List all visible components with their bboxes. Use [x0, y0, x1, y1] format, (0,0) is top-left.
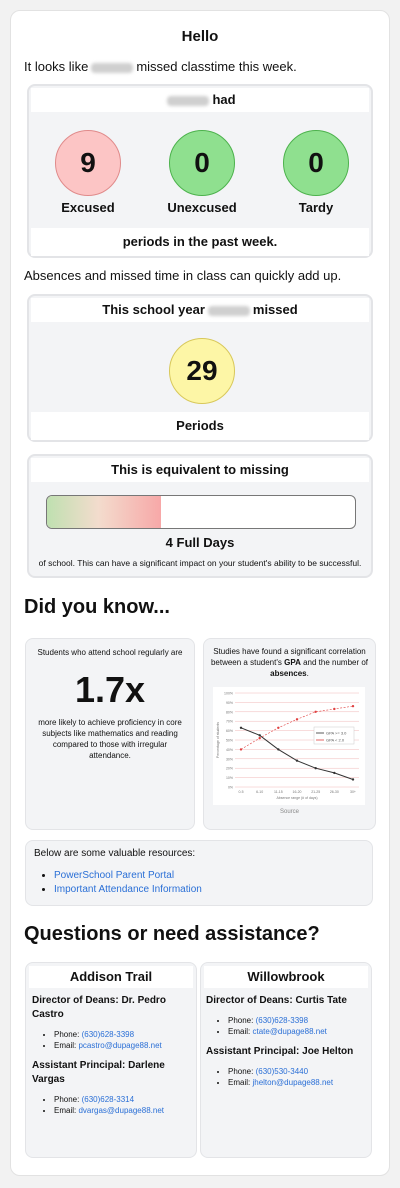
days-value: 4 Full Days	[165, 535, 235, 550]
periods-circle: 29	[169, 338, 235, 404]
year-header-before: This school year	[102, 302, 205, 317]
redacted-name	[167, 96, 209, 106]
contact-block	[206, 994, 366, 1088]
phone-link[interactable]: (630)628-3398	[81, 1030, 135, 1039]
school-name: Willowbrook	[204, 966, 368, 988]
resources-list	[38, 869, 202, 897]
fact2-gpa: GPA	[284, 658, 301, 667]
y-axis-label: Percentage of students	[216, 722, 220, 758]
fact2-absences: absences	[270, 669, 307, 678]
contact-email	[228, 1026, 366, 1037]
contact-email	[228, 1077, 366, 1088]
y-tick-label: 60%	[225, 729, 233, 734]
contact-details	[32, 1094, 190, 1116]
fact2-text-a: Studies have found a significant correlation between a student's	[210, 647, 366, 667]
data-point	[277, 727, 279, 729]
redacted-name	[91, 63, 133, 73]
data-point	[277, 748, 279, 750]
excused-circle: 9	[55, 130, 121, 196]
phone-label: Phone:	[228, 1016, 254, 1025]
contact-phone	[54, 1094, 190, 1105]
y-tick-label: 30%	[225, 757, 233, 762]
data-point	[296, 759, 298, 761]
contact-email	[54, 1040, 190, 1051]
y-tick-label: 40%	[225, 747, 233, 752]
fact-gpa-box	[203, 638, 376, 830]
weekly-box-footer: periods in the past week.	[31, 228, 369, 256]
phone-label: Phone:	[228, 1067, 254, 1076]
contact-title: Director of Deans: Curtis Tate	[206, 995, 347, 1006]
gpa-absence-chart	[213, 687, 365, 805]
school-box-willowbrook	[200, 962, 372, 1158]
school-year-box	[27, 294, 373, 442]
email-label: Email:	[54, 1106, 77, 1115]
data-point	[258, 737, 260, 739]
redacted-name	[208, 306, 250, 316]
equivalent-box	[27, 454, 373, 578]
x-tick-label: 11-15	[273, 790, 283, 794]
contact-title: Assistant Principal: Darlene Vargas	[32, 1060, 165, 1085]
y-tick-label: 80%	[225, 710, 233, 715]
phone-link[interactable]: (630)628-3314	[81, 1095, 135, 1104]
days-progress-track	[46, 495, 356, 529]
data-point	[333, 772, 335, 774]
unexcused-label: Unexcused	[167, 200, 237, 215]
contact-phone	[54, 1029, 190, 1040]
x-tick-label: 30+	[350, 790, 356, 794]
data-point	[240, 748, 242, 750]
data-point	[240, 727, 242, 729]
legend-label: GPA >= 3.0	[326, 730, 347, 736]
x-axis-label: Absence range (# of days)	[276, 796, 318, 800]
y-tick-label: 90%	[225, 700, 233, 705]
contact-email	[54, 1105, 190, 1116]
add-up-text: Absences and missed time in class can quickly add up.	[24, 268, 342, 283]
fact1-bottom: more likely to achieve proficiency in core subjects like mathematics and reading compared to those with irregular attendance.	[38, 718, 182, 760]
year-header-after: missed	[252, 302, 298, 317]
data-point	[352, 705, 354, 707]
fact1-big: 1.7x	[74, 669, 146, 710]
intro-before: It looks like	[24, 59, 89, 74]
phone-link[interactable]: (630)530-3440	[255, 1067, 309, 1076]
questions-heading: Questions or need assistance?	[24, 923, 320, 945]
email-label: Email:	[228, 1078, 251, 1087]
equivalent-header: This is equivalent to missing	[31, 458, 369, 482]
data-point	[314, 711, 316, 713]
y-tick-label: 0%	[227, 785, 233, 790]
y-tick-label: 10%	[225, 776, 233, 781]
resource-item	[54, 869, 202, 883]
fact-proficiency-box	[25, 638, 195, 830]
attendance-info-link[interactable]: Important Attendance Information	[54, 884, 202, 895]
greeting-heading: Hello	[181, 28, 219, 45]
contact-block	[32, 994, 190, 1116]
x-tick-label: 0-5	[238, 790, 244, 794]
excused-label: Excused	[61, 200, 115, 215]
impact-note: of school. This can have a significant impact on your student's ability to be successful.	[38, 558, 362, 568]
resource-item	[54, 883, 202, 897]
tardy-label: Tardy	[298, 200, 334, 215]
email-link[interactable]: pcastro@dupage88.net	[78, 1041, 162, 1050]
weekly-box-header	[31, 88, 369, 112]
email-link[interactable]: dvargas@dupage88.net	[78, 1106, 164, 1115]
phone-label: Phone:	[54, 1030, 80, 1039]
contact-title: Assistant Principal: Joe Helton	[206, 1046, 354, 1057]
x-tick-label: 16-20	[292, 790, 302, 794]
y-tick-label: 50%	[225, 738, 233, 743]
fact1-top: Students who attend school regularly are	[37, 648, 183, 657]
email-link[interactable]: ctate@dupage88.net	[252, 1027, 327, 1036]
y-tick-label: 70%	[225, 719, 233, 724]
weekly-header-text: had	[212, 92, 236, 107]
resources-intro: Below are some valuable resources:	[34, 848, 196, 859]
data-point	[258, 734, 260, 736]
contact-phone	[228, 1066, 366, 1077]
school-box-addison	[25, 962, 197, 1158]
phone-link[interactable]: (630)628-3398	[255, 1016, 309, 1025]
x-tick-label: 21-25	[311, 790, 321, 794]
unexcused-circle: 0	[169, 130, 235, 196]
data-point	[352, 778, 354, 780]
chart-source: Source	[279, 809, 299, 815]
x-tick-label: 6-10	[256, 790, 264, 794]
email-label: Email:	[54, 1041, 77, 1050]
phone-label: Phone:	[54, 1095, 80, 1104]
x-tick-label: 26-30	[329, 790, 339, 794]
contact-details	[32, 1029, 190, 1051]
powerschool-link[interactable]: PowerSchool Parent Portal	[54, 870, 175, 881]
weekly-absence-box	[27, 84, 373, 258]
y-tick-label: 20%	[225, 766, 233, 771]
email-label: Email:	[228, 1027, 251, 1036]
did-you-know-heading: Did you know...	[24, 596, 170, 618]
periods-label: Periods	[31, 412, 369, 440]
fact2-period: .	[306, 669, 309, 678]
school-name: Addison Trail	[29, 966, 193, 988]
fact2-text	[210, 646, 369, 679]
intro-text	[24, 59, 297, 74]
contact-phone	[228, 1015, 366, 1026]
tardy-circle: 0	[283, 130, 349, 196]
legend-label: GPA < 2.0	[326, 737, 345, 743]
data-point	[333, 708, 335, 710]
intro-after: missed classtime this week.	[136, 59, 297, 74]
data-point	[296, 718, 298, 720]
email-link[interactable]: jhelton@dupage88.net	[252, 1078, 334, 1087]
contact-details	[206, 1015, 366, 1037]
days-progress-fill	[47, 496, 161, 528]
fact2-text-b: and the number of	[303, 658, 369, 667]
contact-details	[206, 1066, 366, 1088]
data-point	[314, 767, 316, 769]
year-box-header	[31, 298, 369, 322]
resources-box	[25, 840, 373, 906]
y-tick-label: 100%	[224, 691, 233, 696]
contact-title: Director of Deans: Dr. Pedro Castro	[32, 995, 166, 1020]
